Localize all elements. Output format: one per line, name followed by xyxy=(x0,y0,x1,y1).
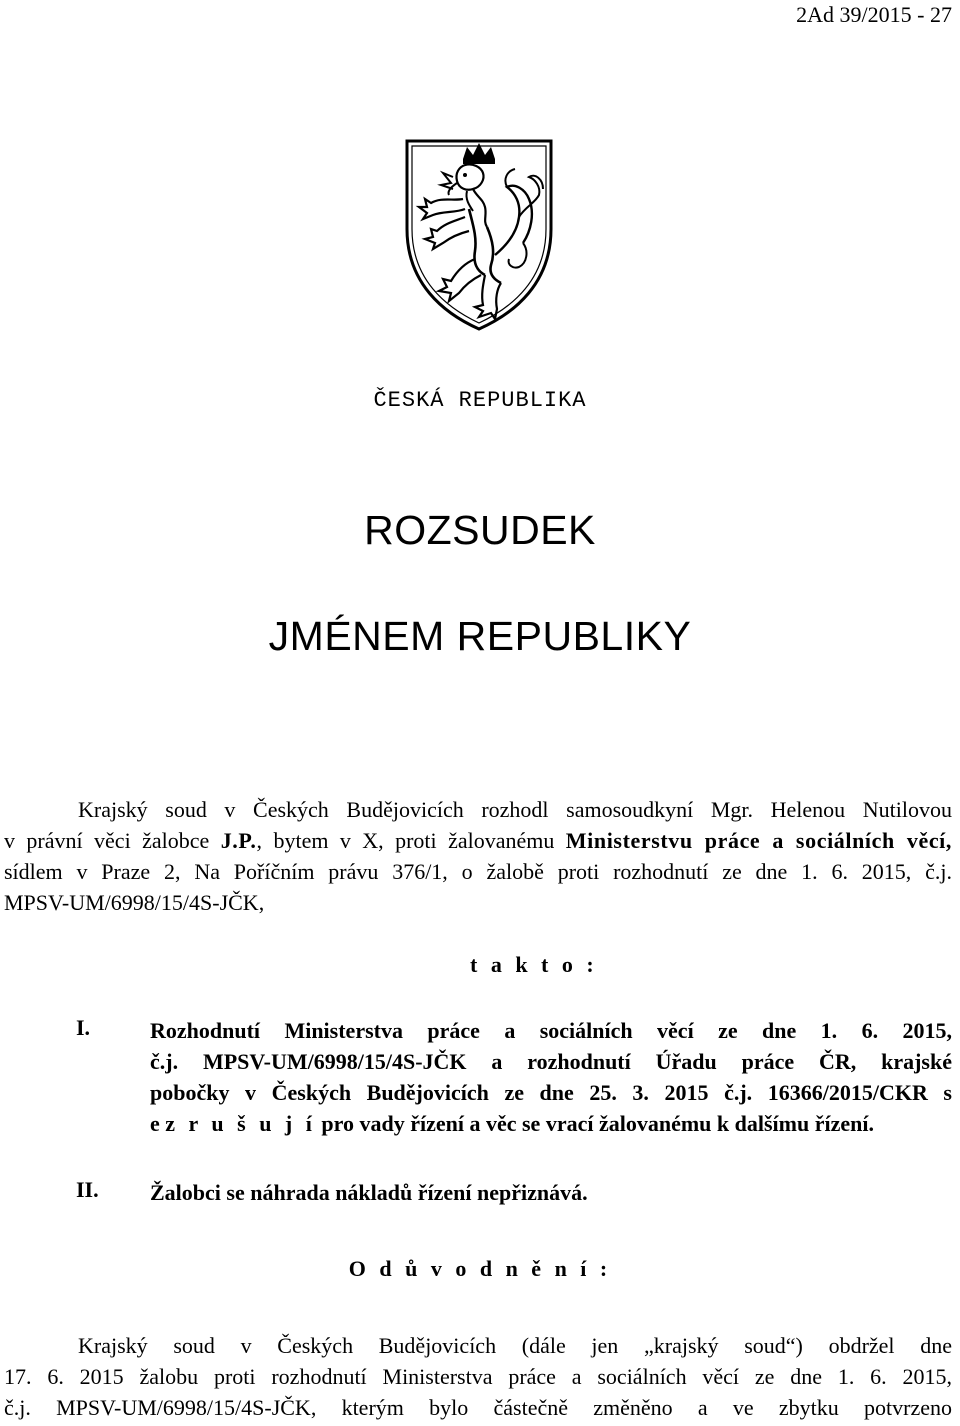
reasoning-heading: O d ů v o d n ě n í : xyxy=(348,1256,612,1281)
takto-heading: t a k t o : xyxy=(470,952,598,977)
intro-line: sídlem v Praze 2, Na Poříčním právu 376/1, o žalobě proti rozhodnutí ze dne 1. 6. 2015, č.j. xyxy=(4,859,952,884)
reasoning-line: č.j. MPSV-UM/6998/15/4S-JČK, kterým bylo částečně změněno a ve zbytku potvrzeno xyxy=(4,1395,952,1420)
verdict-text: e xyxy=(150,1111,166,1136)
verdict-line: Žalobci se náhrada nákladů řízení nepřiznává. xyxy=(150,1180,588,1205)
verdict-item-number: II. xyxy=(76,1177,99,1202)
verdict-text: pro vady řízení a věc se vrací žalovanému k dalšímu řízení. xyxy=(315,1111,874,1136)
verdict-annul-word: z r u š u j í xyxy=(165,1111,316,1136)
intro-text: , bytem v X, proti žalovanému xyxy=(256,828,566,853)
plaintiff-name: J.P. xyxy=(220,828,257,853)
intro-text: v právní věci žalobce xyxy=(4,828,221,853)
document-title: ROZSUDEK xyxy=(364,507,596,553)
reasoning-line: Krajský soud v Českých Budějovicích (dále jen „krajský soud“) obdržel dne xyxy=(78,1333,952,1358)
verdict-line: Rozhodnutí Ministerstva práce a sociálních věcí ze dne 1. 6. 2015, xyxy=(150,1018,952,1043)
intro-line xyxy=(4,825,952,856)
in-name-heading: JMÉNEM REPUBLIKY xyxy=(268,613,692,659)
verdict-line: pobočky v Českých Budějovicích ze dne 25. 3. 2015 č.j. 16366/2015/CKR s xyxy=(150,1080,952,1105)
reasoning-line: 17. 6. 2015 žalobu proti rozhodnutí Ministerstva práce a sociálních věcí ze dne 1. 6. 2015, xyxy=(4,1364,952,1389)
verdict-item xyxy=(150,1177,952,1208)
verdict-item-number: I. xyxy=(76,1015,91,1040)
defendant-name: Ministerstvu práce a sociálních věcí, xyxy=(565,828,952,853)
intro-line: Krajský soud v Českých Budějovicích rozhodl samosoudkyní Mgr. Helenou Nutilovou xyxy=(78,797,952,822)
reasoning-paragraph xyxy=(4,1330,952,1423)
country-heading: ČESKÁ REPUBLIKA xyxy=(373,388,587,413)
czech-coat-of-arms-icon xyxy=(403,133,555,333)
intro-paragraph xyxy=(4,794,952,918)
verdict-line xyxy=(150,1108,952,1139)
file-reference: 2Ad 39/2015 - 27 xyxy=(796,2,952,27)
verdict-line: č.j. MPSV-UM/6998/15/4S-JČK a rozhodnutí Úřadu práce ČR, krajské xyxy=(150,1049,952,1074)
intro-line: MPSV-UM/6998/15/4S-JČK, xyxy=(4,890,265,915)
verdict-item xyxy=(150,1015,952,1139)
